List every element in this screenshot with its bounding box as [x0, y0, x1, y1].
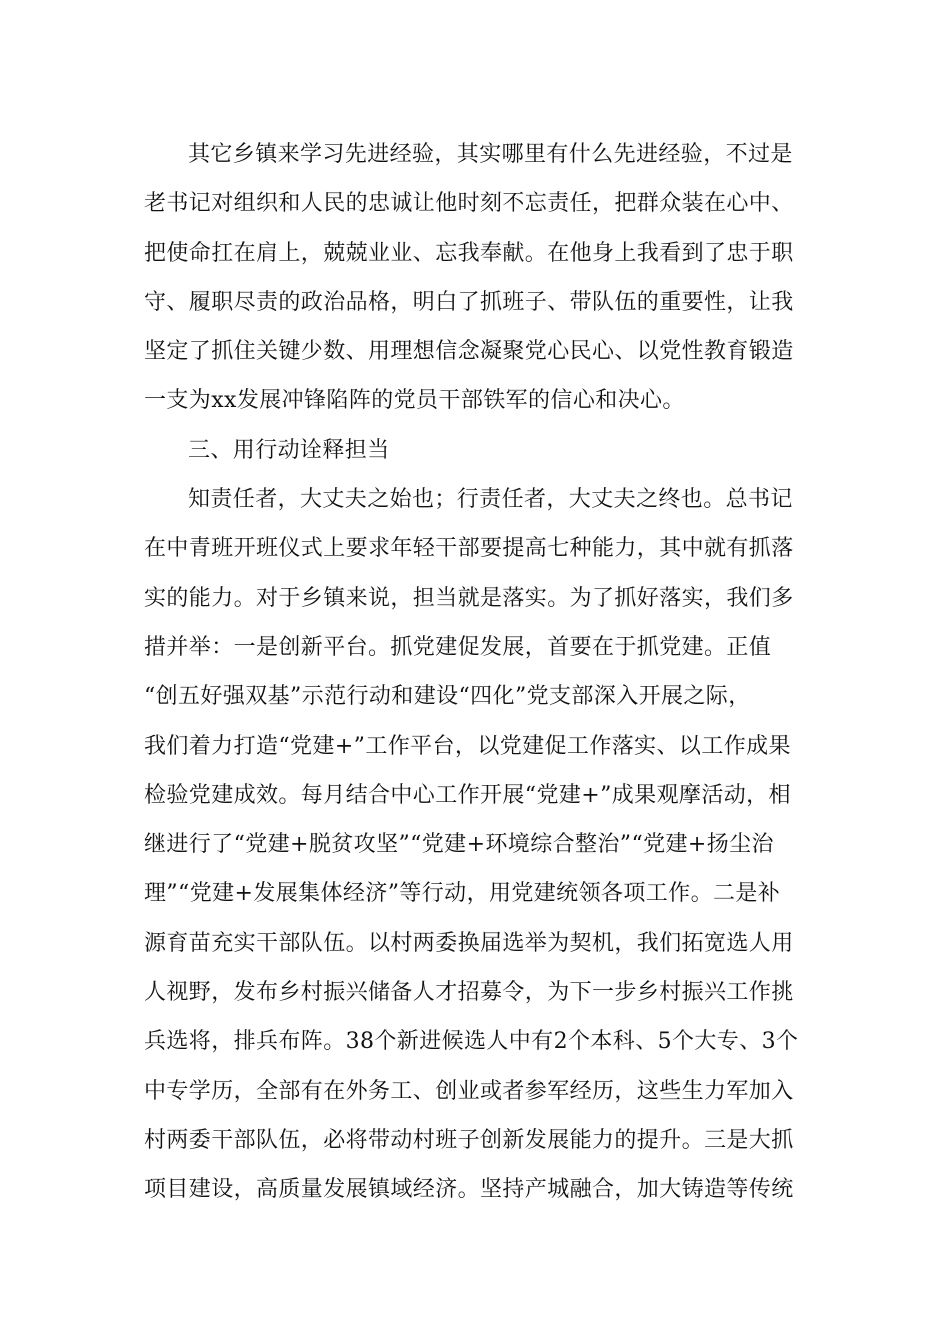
paragraph-line: 措并举：一是创新平台。抓党建促发展，首要在于抓党建。正值	[144, 634, 772, 660]
paragraph-line: 继进行了“党建+脱贫攻坚”“党建+环境综合整治”“党建+扬尘治	[144, 832, 774, 858]
paragraph-line: 其它乡镇来学习先进经验，其实哪里有什么先进经验，不过是	[188, 142, 793, 167]
paragraph-line: 一支为xx发展冲锋陷阵的党员干部铁军的信心和决心。	[144, 388, 685, 414]
body-text	[144, 130, 824, 1215]
paragraph-line: 村两委干部队伍，必将带动村班子创新发展能力的提升。三是大抓	[144, 1127, 794, 1153]
section-heading: 三、用行动诠释担当	[188, 437, 390, 463]
paragraph-line: 理”“党建+发展集体经济”等行动，用党建统领各项工作。二是补	[144, 881, 781, 907]
paragraph-line: 把使命扛在肩上，兢兢业业、忘我奉献。在他身上我看到了忠于职	[144, 240, 794, 266]
paragraph-line: 老书记对组织和人民的忠诚让他时刻不忘责任，把群众装在心中、	[144, 191, 794, 217]
paragraph-line: 兵选将，排兵布阵。38个新进候选人中有2个本科、5个大专、3个	[144, 1029, 799, 1055]
paragraph-line: 我们着力打造“党建+”工作平台，以党建促工作落实、以工作成果	[144, 733, 791, 759]
paragraph-line: 源育苗充实干部队伍。以村两委换届选举为契机，我们拓宽选人用	[144, 930, 794, 956]
paragraph-line: 守、履职尽责的政治品格，明白了抓班子、带队伍的重要性，让我	[144, 289, 794, 315]
paragraph-line: 在中青班开班仪式上要求年轻干部要提高七种能力，其中就有抓落	[144, 536, 794, 562]
paragraph-line: 知责任者，大丈夫之始也；行责任者，大丈夫之终也。总书记	[188, 487, 793, 513]
paragraph-line: 中专学历，全部有在外务工、创业或者参军经历，这些生力军加入	[144, 1078, 794, 1104]
paragraph-line: 坚定了抓住关键少数、用理想信念凝聚党心民心、以党性教育锻造	[144, 339, 794, 365]
paragraph-line: 项目建设，高质量发展镇域经济。坚持产城融合，加大铸造等传统	[144, 1177, 794, 1203]
paragraph-line: 人视野，发布乡村振兴储备人才招募令，为下一步乡村振兴工作挑	[144, 980, 794, 1006]
paragraph-line: 检验党建成效。每月结合中心工作开展“党建+”成果观摩活动，相	[144, 782, 791, 808]
paragraph-line: “创五好强双基”示范行动和建设“四化”党支部深入开展之际，	[144, 684, 751, 710]
paragraph-line: 实的能力。对于乡镇来说，担当就是落实。为了抓好落实，我们多	[144, 585, 794, 611]
